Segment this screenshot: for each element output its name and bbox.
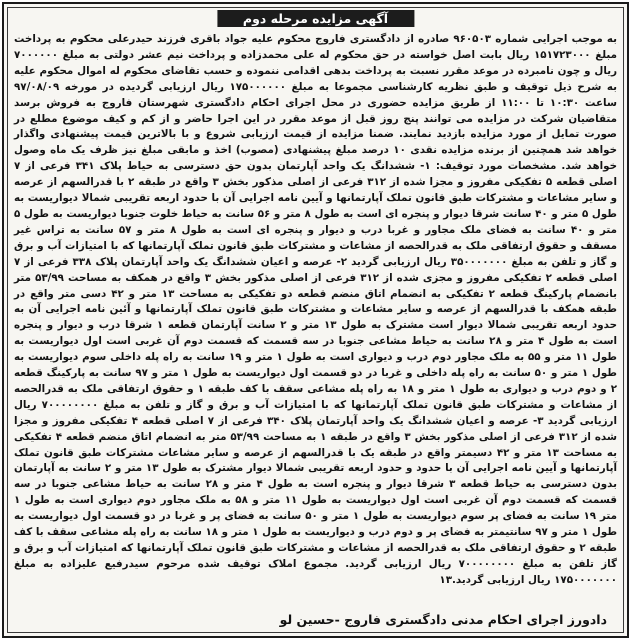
notice-signature: دادورز اجرای احکام مدنی دادگستری فاروج -حسین لو [279,612,607,627]
notice-frame [7,7,624,633]
notice-title: آگهی مزایده مرحله دوم [217,10,414,27]
notice-body: به موجب اجرایی شماره ۹۶۰۵۰۳ صادره از دادگستری فاروج محکوم علیه جواد باقری فرزند حیدرعلی محکوم به پرداخت مبلغ ۱۵۱۷۲۳۰۰۰ ریال بابت اصل خواسته در حق محکوم له علی محمدزاده و پرداخت نیم عشر دولتی به مبلغ ۷۰۰۰۰۰۰ ریال و چون نامبرده در موعد مقرر نسبت به پرداخت بدهی اقدامی ننموده و حسب تقاضای محکوم له اموال محکوم علیه به شرح ذیل توقیف و طبق نظریه کارشناسی مجموعا به مبلغ ۱۷۵۰۰۰۰۰۰ ریال ارزیابی گردیده در مورخه ۹۷/۰۸/۰۹ ساعت ۱۰:۳۰ تا ۱۱:۰۰ از طریق مزایده حضوری در محل اجرای احکام دادگستری شهرستان فاروج به فروش برسد متقاضیان شرکت در مزایده می توانند پنج روز قبل از موعد مقرر در این اجرا حاضر و از کم و کیف موضوع مطلع در صورت تمایل از مورد مزایده بازدید نمایند. ضمنا مزایده از قیمت ارزیابی شروع و با بالاترین قیمت پیشنهادی واگذار خواهد شد همچنین از برنده مزایده نقدی ۱۰ درصد مبلغ پیشنهادی (مصوب) اخذ و مابقی مبلغ نیز ظرف یک ماه وصول خواهد شد. مشخصات مورد توقیف: ۱- ششدانگ یک واحد آپارتمان بدون حق دسترسی به حیاط پلاک ۳۴۱ فرعی از ۷ اصلی قطعه ۵ تفکیکی مفروز و مجزا شده از ۳۱۲ فرعی از اصلی مذکور بخش ۳ واقع در طبقه ۲ با قدرالسهم از عرصه و سایر مشاعات و مشترکات طبق قانون تملک آپارتمانها و آیین نامه اجرایی آن با حدود اربعه تقریبی شمالا دیواریست به طول ۵ متر و ۴۰ سانت شرقا دیوار و پنجره ای است به طول ۸ متر و ۵۶ سانت به حیاط خلوت جنوبا دیواریست به طول ۵ متر و ۴۰ سانت به فضای ملک مجاور و غربا درب و دیوار و پنجره ای است به طول ۸ متر و ۵۷ سانت به تراس غیر مسقف و حقوق ارتفاقی ملک به قدرالحصه از مشاعات و مشترکات طبق قانون تملک آپارتمانها که با امتیازات آب و برق و گاز و تلفن به مبلغ ۳۵۰۰۰۰۰۰۰ ریال ارزیابی گردید ۲- عرصه و اعیان ششدانگ یک واحد آپارتمان پلاک ۳۳۸ فرعی از ۷ اصلی قطعه ۲ تفکیکی مفروز و مجزی شده از ۳۱۲ فرعی از اصلی مذکور بخش ۳ واقع در همکف به مساحت ۵۳/۹۹ متر بانضمام پارکینگ قطعه ۲ تفکیکی به انضمام اتاق منضم قطعه دو تفکیکی به مساحت ۱۳ متر و ۴۲ دسی متر واقع در طبقه همکف با قدرالسهم از عرصه و سایر مشاعات و مشترکات طبق قانون تملک آپارتمانها و آئین نامه اجرایی آن به حدود اربعه تقریبی شمالا دیوار است مشترک به طول ۱۳ متر و ۲ سانت آپارتمان قطعه ۱ شرقا درب و دیوار و پنجره است به طول ۴ متر و ۲۸ سانت به حیاط مشاعی جنوبا در سه قسمت که قسمت دوم آن غربی است اول دیواریست به طول ۱۱ متر و ۵۵ به ملک مجاور دوم درب و دیواری است به طول ۱ متر و ۱۹ سانت به راه پله داخلی سوم دیواریست به طول ۱ متر و ۵۰ سانت به راه پله داخلی و غربا در دو قسمت اول دیواریست به طول ۱ متر و ۹۷ سانت به پارکینگ قطعه ۲ و دوم درب و دیواری به طول ۱ متر و ۱۸ به راه پله مشاعی سقف با کف طبقه ۱ و حقوق ارتفاقی ملک به قدرالحصه از مشاعات و مشترکات طبق قانون تملک آپارتمانها که با امتیازات آب و برق و گاز و تلفن به مبلغ ۷۰۰۰۰۰۰۰۰ ریال ارزیابی گردید ۳- عرصه و اعیان ششدانگ یک واحد آپارتمان پلاک ۳۴۰ فرعی از ۷ اصلی قطعه ۴ تفکیکی مفروز و مجزا شده از ۳۱۲ فرعی از اصلی مذکور بخش ۳ واقع در طبقه ۱ به مساحت ۵۳/۹۹ متر به انضمام اتاق منضم قطعه ۴ تفکیکی به مساحت ۱۳ متر و ۴۲ دسیمتر واقع در طبقه یک با قدرالسهم از عرصه و سایر مشاعات مشترکات طبق قانون تملک آپارتمانها و آیین نامه اجرایی آن با حدود و حدود اربعه تقریبی شمالا دیوار مشترک به طول ۱۳ متر و ۲ سانت به آپارتمان بدون دسترسی به حیاط قطعه ۳ شرقا دیوار و پنجره است به طول ۴ متر و ۲۸ سانت به حیاط مشاعی جنوبا در سه قسمت که قسمت دوم آن غربی است اول دیواریست به طول ۱۱ متر و ۵۸ به ملک مجاور دوم دیواری است به طول ۱ متر ۱۹ سانت به فضای پر سوم دیواریست به طول ۱ متر و ۵۰ سانت به فضای پر و غربا در دو قسمت اول دیواریست به طول ۱ متر و ۹۷ سانتیمتر به فضای پر و دوم درب و دیواریست به طول ۱ متر و ۱۸ سانت به راه پله مشاعی سقف با کف طبقه ۲ و حقوق ارتفاقی ملک به قدرالحصه از مشاعات و مشترکات طبق قانون تملک آپارتمانها که امتیازات آب و برق و گاز تلفن به مبلغ ۷۰۰۰۰۰۰۰۰ ریال ارزیابی گردید. مجموع املاک توقیف شده مرحوم سیدرفیع علیزاده به مبلغ ۱۷۵۰۰۰۰۰۰۰ ریال ارزیابی گردید.۱۳ [14,33,618,586]
notice-clipping [2,2,629,638]
